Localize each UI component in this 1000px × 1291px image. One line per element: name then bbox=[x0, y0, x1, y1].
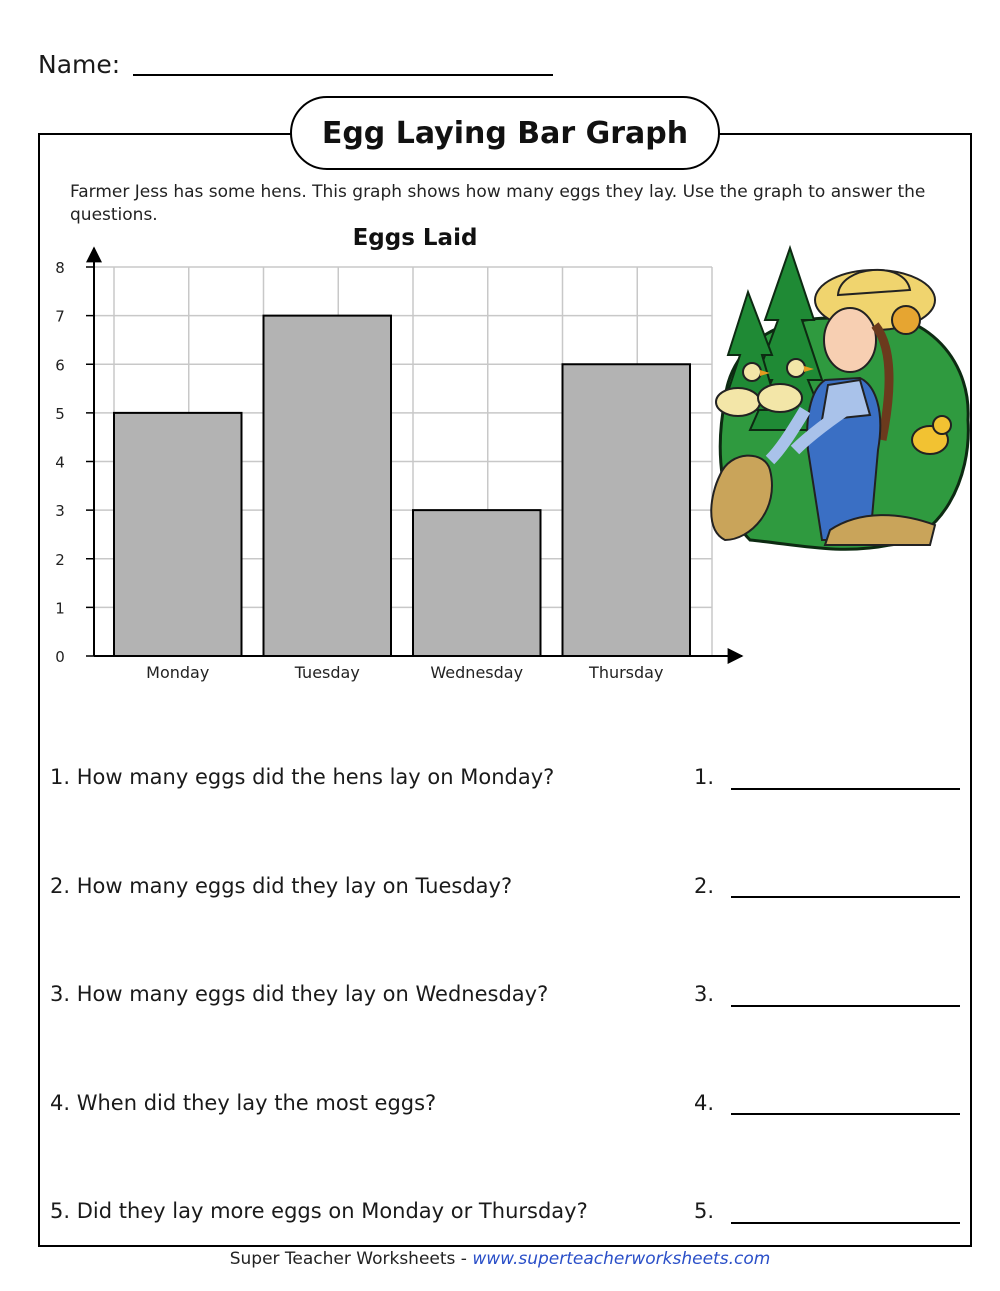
answer-line-3[interactable] bbox=[731, 1005, 960, 1007]
y-tick-label: 6 bbox=[55, 356, 65, 375]
x-tick-label-tuesday: Tuesday bbox=[294, 663, 360, 682]
question-2: 2. How many eggs did they lay on Tuesday? bbox=[50, 874, 513, 898]
x-tick-labels bbox=[146, 663, 663, 682]
answer-label-2: 2. bbox=[694, 874, 715, 898]
farmer-illustration bbox=[710, 240, 980, 555]
answer-line-5[interactable] bbox=[731, 1222, 960, 1224]
y-tick-label: 1 bbox=[55, 599, 65, 618]
answer-line-1[interactable] bbox=[731, 788, 960, 790]
footer bbox=[0, 1249, 1000, 1269]
bar-tuesday bbox=[264, 316, 392, 656]
x-tick-label-thursday: Thursday bbox=[589, 663, 664, 682]
bar-monday bbox=[114, 413, 242, 656]
y-tick-label: 5 bbox=[55, 404, 65, 423]
chart-title: Eggs Laid bbox=[352, 225, 478, 251]
y-tick-label: 3 bbox=[55, 502, 65, 521]
intro-text: Farmer Jess has some hens. This graph shows how many eggs they lay. Use the graph to answer the questions. bbox=[70, 182, 926, 225]
answer-line-4[interactable] bbox=[731, 1113, 960, 1115]
answer-label-1: 1. bbox=[694, 765, 715, 789]
answer-line-2[interactable] bbox=[731, 896, 960, 898]
footer-url[interactable]: www.superteacherworksheets.com bbox=[472, 1249, 771, 1269]
y-tick-label: 0 bbox=[55, 648, 65, 666]
answer-label-4: 4. bbox=[694, 1091, 715, 1115]
y-tick-label: 2 bbox=[55, 550, 65, 569]
bar-thursday bbox=[563, 364, 691, 656]
question-5: 5. Did they lay more eggs on Monday or Thursday? bbox=[50, 1199, 588, 1223]
chart-bars bbox=[114, 316, 690, 656]
y-tick-label: 4 bbox=[55, 453, 65, 472]
y-tick-labels bbox=[55, 259, 94, 666]
footer-credit: Super Teacher Worksheets - bbox=[229, 1249, 473, 1269]
question-4: 4. When did they lay the most eggs? bbox=[50, 1091, 437, 1115]
question-3: 3. How many eggs did they lay on Wednesday? bbox=[50, 982, 549, 1006]
y-tick-label: 7 bbox=[55, 307, 65, 326]
bar-wednesday bbox=[413, 510, 541, 656]
answer-label-5: 5. bbox=[694, 1199, 715, 1223]
question-1: 1. How many eggs did the hens lay on Monday? bbox=[50, 765, 555, 789]
x-tick-label-wednesday: Wednesday bbox=[430, 663, 524, 682]
answer-label-3: 3. bbox=[694, 982, 715, 1006]
name-label: Name: bbox=[38, 50, 121, 79]
y-tick-label: 8 bbox=[55, 259, 65, 277]
worksheet-title: Egg Laying Bar Graph bbox=[290, 96, 720, 170]
x-tick-label-monday: Monday bbox=[146, 663, 210, 682]
